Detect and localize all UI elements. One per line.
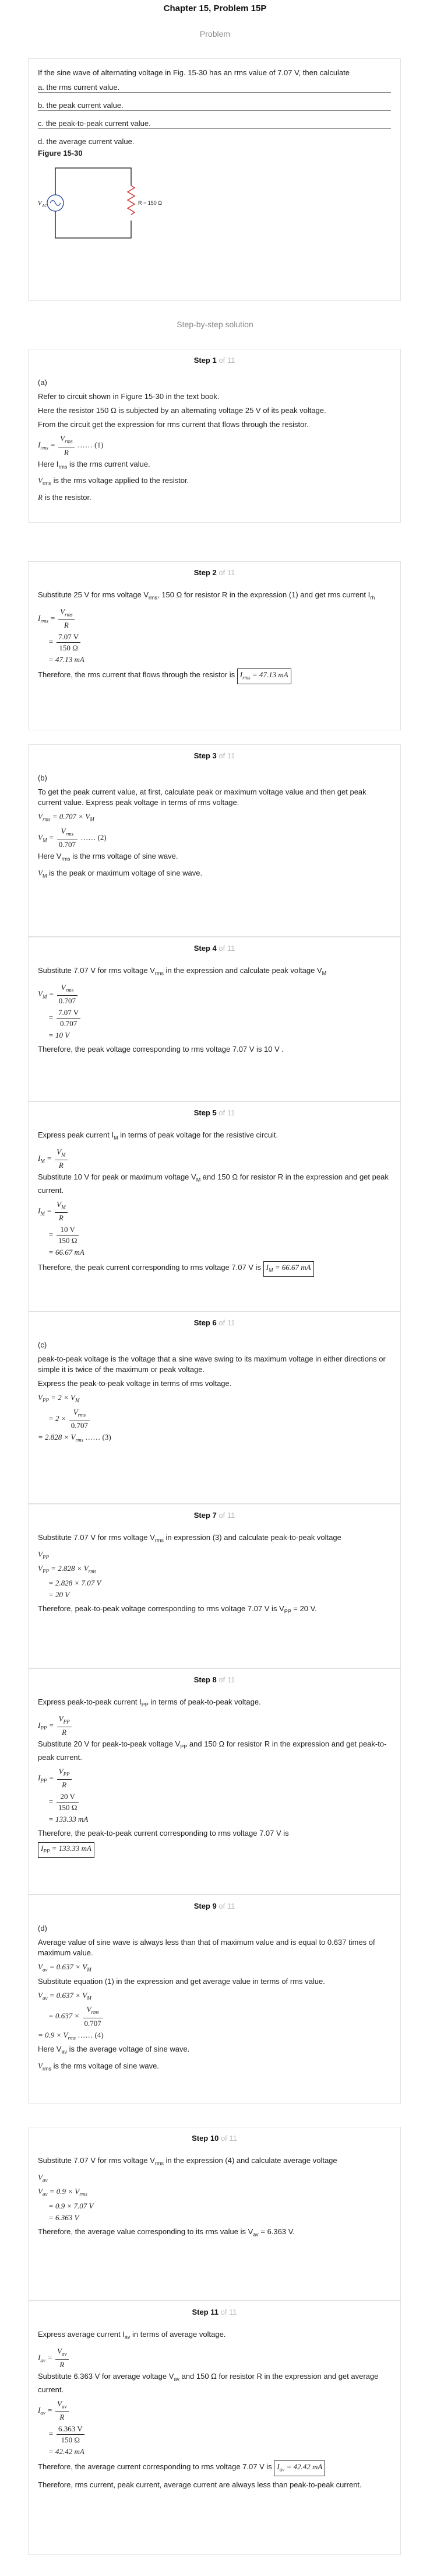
step-text: Express the peak-to-peak voltage in terms of rms voltage. — [38, 1379, 232, 1388]
step-text: From the circuit get the expression for rms current that flows through the resistor. — [38, 420, 309, 429]
step-text: Refer to circuit shown in Figure 15-30 in the text book. — [38, 392, 220, 401]
equation: $V_{av} = 0.9 \times V_{rms}$ — [38, 2187, 87, 2197]
equation: = 0.9 × 7.07 V — [48, 2201, 94, 2210]
step-header: Step 10 of 11 — [192, 2134, 237, 2143]
answer-box: $I_{rms} = 47.13$ mA — [237, 668, 291, 684]
step-header: Step 6 of 11 — [193, 1318, 235, 1327]
problem-part-d: d. the average current value. — [38, 137, 135, 146]
step-text: Here $V_{rms}$ is the rms voltage of sine wave. — [38, 852, 178, 862]
equation: = $\frac{6.363 V}{150 \Omega}$ — [48, 2424, 391, 2445]
step-text: Express average current $I_{av}$ in terms of average voltage. — [38, 2330, 226, 2340]
equation: $I_{rms}$ = $\frac{V_{rms}}{R}$ — [38, 607, 391, 631]
equation: = $\frac{7.07 V}{0.707}$ — [48, 1007, 391, 1029]
step-card-10 — [28, 2127, 401, 2301]
step-header: Step 5 of 11 — [193, 1108, 235, 1117]
step-text: Substitute 25 V for rms voltage $V_{rms}$, 150 Ω for resistor R in the expression (1) and get rms current $I_{rh}$ — [38, 590, 375, 601]
problem-part-b: b. the peak current value. — [38, 100, 391, 111]
step-conclusion: Therefore, the peak voltage corresponding to rms voltage 7.07 V is 10 V . — [38, 1045, 284, 1054]
step-part-label: (b) — [38, 774, 47, 782]
equation: $I_{PP}$ = $\frac{V_{PP}}{R}$ — [38, 1714, 391, 1738]
solution-section-label: Step-by-step solution — [177, 320, 253, 329]
step-text: Express peak current $I_M$ in terms of peak voltage for the resistive circuit. — [38, 1130, 279, 1141]
answer-box: $I_{av} = 42.42$ mA — [274, 2460, 325, 2476]
step-header: Step 2 of 11 — [193, 568, 235, 577]
equation: = $2.828 \times V_{rms}$ …… (3) — [38, 1433, 111, 1443]
problem-card — [28, 58, 401, 301]
equation: = 0.637 × $\frac{V_{rms}}{0.707}$ — [48, 2004, 391, 2029]
problem-section-label: Problem — [199, 29, 231, 38]
page-title: Chapter 15, Problem 15P — [163, 4, 267, 13]
step-text: peak-to-peak voltage is the voltage that a sine wave swing to its maximum voltage in either directions or simple it is twice of the maximum or peak voltage. — [38, 1354, 386, 1374]
step-text: To get the peak current value, at first, calculate peak or maximum voltage value and then get peak current value. Express peak voltage in terms of rms voltage. — [38, 788, 366, 807]
source-label: V — [38, 201, 42, 207]
equation: = $\frac{7.07 V}{150 \Omega}$ — [48, 632, 391, 653]
step-text: Substitute 7.07 V for rms voltage $V_{rms}$ in the expression (4) and calculate average voltage — [38, 2156, 337, 2166]
step-text: Here the resistor 150 Ω is subjected by an alternating voltage 25 V of its peak voltage. — [38, 406, 326, 415]
step-text: $V_M$ is the peak or maximum voltage of sine wave. — [38, 868, 203, 879]
equation: = 2.828 × 7.07 V — [48, 1578, 101, 1587]
step-conclusion: Therefore, the average current corresponding to rms voltage 7.07 V is $I_{av} = 42.42$ mA — [38, 2460, 391, 2476]
equation: $I_M$ = $\frac{V_M}{R}$ — [38, 1147, 391, 1171]
step-card-2 — [28, 561, 401, 730]
equation: $I_M$ = $\frac{V_M}{R}$ — [38, 1199, 391, 1224]
equation: = $\frac{20 V}{150 \Omega}$ — [48, 1791, 391, 1813]
step-text: Substitute 6.363 V for average voltage $V_{av}$ and 150 Ω for resistor R in the expression and get average current. — [38, 2372, 379, 2394]
step-text: Substitute equation (1) in the expression and get average value in terms of rms value. — [38, 1976, 325, 1986]
step-card-9 — [28, 1895, 401, 2104]
step-text: Here $V_{av}$ is the average voltage of sine wave. — [38, 2045, 190, 2055]
equation: = 20 V — [48, 1590, 70, 1599]
step-header: Step 11 of 11 — [192, 2308, 237, 2316]
circuit-figure — [38, 162, 163, 250]
equation: $I_{av}$ = $\frac{V_{av}}{R}$ — [38, 2346, 391, 2371]
step-header: Step 4 of 11 — [193, 944, 235, 953]
equation: $V_{PP} = 2 \times V_M$ — [38, 1393, 80, 1404]
step-conclusion: Therefore, the average value corresponding to its rms value is $V_{av} = 6.363$ V. — [38, 2227, 295, 2238]
step-text: Substitute 10 V for peak or maximum voltage $V_M$ and 150 Ω for resistor R in the expression and get peak current. — [38, 1172, 389, 1195]
answer-box: $I_M = 66.67$ mA — [263, 1261, 314, 1277]
step-header: Step 7 of 11 — [193, 1511, 235, 1520]
equation: = 66.67 mA — [48, 1248, 84, 1257]
step-conclusion: Therefore, the rms current that flows through the resistor is $I_{rms} = 47.13$ mA — [38, 668, 391, 684]
step-conclusion: Therefore, the peak-to-peak current corresponding to rms voltage 7.07 V is — [38, 1829, 289, 1838]
equation: $V_M$ = $\frac{V_{rms}}{0.707}$ — [38, 982, 391, 1007]
step-part-label: (d) — [38, 1924, 47, 1933]
step-text: Substitute 7.07 V for rms voltage $V_{rms}$ in expression (3) and calculate peak-to-peak voltage — [38, 1533, 341, 1544]
equation: $V_{PP}$ — [38, 1549, 49, 1560]
equation: $V_{rms} = 0.707 \times V_M$ — [38, 812, 94, 822]
step-text: $V_{rms}$ is the rms voltage applied to the resistor. — [38, 476, 189, 487]
step-conclusion: Therefore, peak-to-peak voltage corresponding to rms voltage 7.07 V is $V_{PP} = 20$ V. — [38, 1604, 317, 1615]
step-text: $V_{rms}$ is the rms voltage of sine wave. — [38, 2061, 159, 2072]
step-card-4 — [28, 937, 401, 1101]
equation: = 47.13 mA — [48, 655, 84, 664]
step-card-3 — [28, 744, 401, 937]
equation: $I_{av}$ = $\frac{V_{av}}{R}$ — [38, 2399, 391, 2423]
equation: = 6.363 V — [48, 2213, 79, 2222]
step-header: Step 9 of 11 — [193, 1902, 235, 1910]
step-text: R is the resistor. — [38, 492, 91, 502]
step-card-6 — [28, 1311, 401, 1504]
problem-part-c: c. the peak-to-peak current value. — [38, 118, 391, 129]
circuit-wire — [55, 168, 131, 238]
equation: = 2 × $\frac{V_{rms}}{0.707}$ — [48, 1407, 391, 1432]
equation: $I_{PP}$ = $\frac{V_{PP}}{R}$ — [38, 1766, 391, 1791]
step-card-7 — [28, 1504, 401, 1668]
step-final-text: Therefore, rms current, peak current, average current are always less than peak-to-peak current. — [38, 2480, 362, 2489]
step-text: Average value of sine wave is always less than that of maximum value and is equal to 0.637 times of maximum value. — [38, 1938, 375, 1957]
step-card-11 — [28, 2301, 401, 2555]
equation: $V_M$ = $\frac{V_{rms}}{0.707}$ …… (2) — [38, 826, 107, 849]
step-header: Step 3 of 11 — [193, 751, 235, 760]
equation: $V_{av} = 0.637 \times V_M$ — [38, 1962, 91, 1973]
problem-part-a: a. the rms current value. — [38, 82, 391, 93]
equation: = 42.42 mA — [48, 2447, 84, 2456]
step-part-label: (c) — [38, 1340, 47, 1349]
step-text: Here $I_{rms}$ is the rms current value. — [38, 459, 150, 470]
equation: = $\frac{10 V}{150 \Omega}$ — [48, 1224, 391, 1246]
equation: $V_{PP} = 2.828 \times V_{rms}$ — [38, 1564, 97, 1574]
equation: = $0.9 \times V_{rms}$ …… (4) — [38, 2030, 104, 2041]
equation: $I_{rms}$ = $\frac{V_{rms}}{R}$ …… (1) — [38, 434, 104, 457]
step-card-1 — [28, 349, 401, 523]
problem-statement: If the sine wave of alternating voltage in Fig. 15-30 has an rms value of 7.07 V, then calculate — [38, 68, 350, 77]
step-header: Step 8 of 11 — [193, 1675, 235, 1684]
equation: $V_{av}$ — [38, 2172, 48, 2183]
equation: = 133.33 mA — [48, 1815, 89, 1824]
step-text: Substitute 7.07 V for rms voltage $V_{rms}$ in the expression and calculate peak voltage $V_M$ — [38, 966, 327, 977]
step-text: Substitute 20 V for peak-to-peak voltage $V_{PP}$ and 150 Ω for resistor R in the expression and get peak-to-peak current. — [38, 1740, 387, 1762]
answer-box: $I_{PP} = 133.33$ mA — [38, 1842, 94, 1858]
figure-label: Figure 15-30 — [38, 149, 83, 158]
source-label-sub: AC — [42, 204, 47, 208]
step-part-label: (a) — [38, 378, 47, 387]
equation: $V_{av} = 0.637 \times V_M$ — [38, 1990, 91, 2001]
equation: = 10 V — [48, 1031, 70, 1040]
step-card-8 — [28, 1668, 401, 1895]
step-text: Express peak-to-peak current $I_{PP}$ in terms of peak-to-peak voltage. — [38, 1698, 261, 1708]
step-header: Step 1 of 11 — [193, 356, 235, 365]
resistor-label: R = 150 Ω — [138, 200, 163, 206]
step-card-5 — [28, 1101, 401, 1311]
step-conclusion: Therefore, the peak current corresponding to rms voltage 7.07 V is $I_M = 66.67$ mA — [38, 1261, 391, 1277]
